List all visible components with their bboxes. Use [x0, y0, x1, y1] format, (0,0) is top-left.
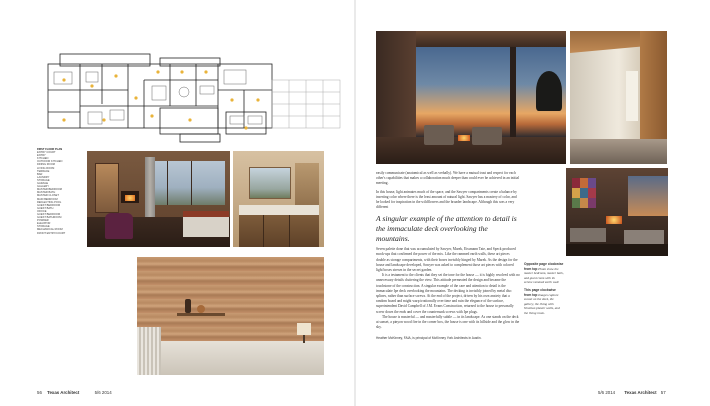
- caption-1-text: Photo show the master bedroom, master bath, and guest room with its serene rammed earth wall.: [524, 266, 564, 285]
- living-room-photo: [566, 168, 668, 256]
- legend-item: BAR: [37, 172, 43, 176]
- legend-item: DINING ROOM: [37, 163, 55, 167]
- caption-2-text: Images capture sunset on the deck, the gallery, the living with Venetian plaster walls, and the living room.: [524, 292, 560, 315]
- legend-item: STORAGE: [37, 178, 50, 182]
- legend-item: GUEST BATH: [37, 206, 54, 210]
- master-bath-photo: [233, 151, 324, 247]
- master-bedroom-photo: [87, 151, 230, 247]
- legend-item: GARAGE: [37, 182, 49, 186]
- article-body: [376, 171, 520, 341]
- legend-item: GALLERY: [37, 185, 49, 189]
- caption-1-title: Opposite page clockwise from top: [524, 262, 564, 271]
- floor-plan: [40, 50, 346, 144]
- right-issue-date: 5/6 2014: [598, 390, 616, 395]
- body-paragraph-3: It is a testament to the clients that they set the tone for the house — it is highly resolved with no unnecessary details cluttering the view. This attitude permeated the design and became the touchstone of the construction. A singular example of the care and attention to detail is the immaculate Ipe deck overlooking the mountains. The decking is invisibly joined by metal disc splines, rather than surface screws. At the end of the project, driven by his own anxiety that a random board and might warp irrationally over time and ruin the elegance of the surface, superintendent David Campbell of J.M. Evans Construction, returned to the house to personally screw down the ends and cover the countersunk screws with Ipe plugs.: [376, 273, 520, 314]
- legend-item: ENTRY COURT: [37, 151, 56, 155]
- legend-item: ELEVATOR: [37, 222, 51, 226]
- legend-item: FRONT ENTRY/COURT: [37, 231, 66, 235]
- legend-item: STORAGE: [37, 225, 50, 229]
- legend-item: LIVING ROOM: [37, 166, 55, 170]
- legend-title: FIRST FLOOR PLAN: [37, 148, 63, 151]
- photo-captions: [524, 262, 564, 316]
- legend-item: GUEST BATHROOM: [37, 216, 62, 220]
- left-page-number: 56: [37, 390, 42, 395]
- legend-item: TERRACE: [37, 169, 50, 173]
- left-page-footer: [37, 390, 112, 395]
- legend-item: ENTRY: [37, 154, 46, 158]
- legend-item: LAUNDRY: [37, 175, 50, 179]
- legend-item: MASTER CLOSET: [37, 194, 59, 198]
- legend-item: OFFICE: [37, 209, 47, 213]
- body-paragraph-1: In this house, light animates much of the space, and the Sawyer compartments create a balance by inserting color where there is the least amount of natural light. Sawyer has a mastery of color, and he looked for inspiration in the wildflowers and the broader landscape. Although this was a very different: [376, 189, 517, 210]
- body-paragraph-2: Seven palette done that was accumulated by Sawyer, Marek, Eissmann Tate, and Speck produced mock-ups that confirmed the power of the mix. Like the rammed earth walls, these art pieces double as storage compartments, with their boxes invisibly hinged by Marek. As the design for the house and landscape developed, Sawyer was asked to complement those art pieces with colored light boxes strewn in the secret garden.: [376, 247, 518, 273]
- floor-plan-legend: [37, 148, 87, 235]
- page-gutter: [354, 0, 356, 406]
- legend-item: GUEST BEDROOM: [37, 212, 61, 216]
- legend-item: REFLECTING POOL: [37, 200, 62, 204]
- pull-quote: A singular example of the attention to detail is the immaculate deck overlooking the mountains.: [376, 214, 517, 243]
- right-page-footer: [598, 390, 666, 395]
- legend-item: MECHANICAL ROOM: [37, 228, 63, 232]
- legend-item: MASTER BEDROOM: [37, 188, 62, 192]
- intro-text: easily communicate (anatomical as well as verbally). We have a mutual trust and respect for each other's capabilities that makes a collaboration much deeper than could ever be achieved in an initial meeting.: [376, 171, 520, 186]
- legend-item: MASTER BATH: [37, 191, 56, 195]
- body-paragraph-4: The house is masterful — and masterfully subtle — in its landscape. As one stands on the deck at sunset, a pinyon wood fire in the corner box, the house is one with its hillside and the glow in the sky.: [376, 314, 520, 330]
- legend-item: MAID BEDROOM: [37, 197, 58, 201]
- left-issue-date: 5/6 2014: [94, 390, 112, 395]
- guest-room-photo: [137, 257, 324, 375]
- gallery-photo: [570, 31, 667, 164]
- legend-item: GUEST BEDROOM: [37, 203, 61, 207]
- legend-item: POWDER: [37, 219, 49, 223]
- left-magazine-name: Texas Architect: [47, 390, 80, 395]
- right-page-number: 57: [660, 390, 666, 395]
- legend-item: OUTDOOR KITCHEN: [37, 160, 63, 164]
- caption-2-title: This page clockwise from top: [524, 287, 556, 297]
- sunset-deck-photo: [376, 31, 566, 164]
- legend-item: KITCHEN: [37, 157, 49, 161]
- right-magazine-name: Texas Architect: [624, 390, 657, 395]
- author-note: Heather McKinney, FAIA, is principal of McKinney York Architects in Austin.: [376, 336, 482, 341]
